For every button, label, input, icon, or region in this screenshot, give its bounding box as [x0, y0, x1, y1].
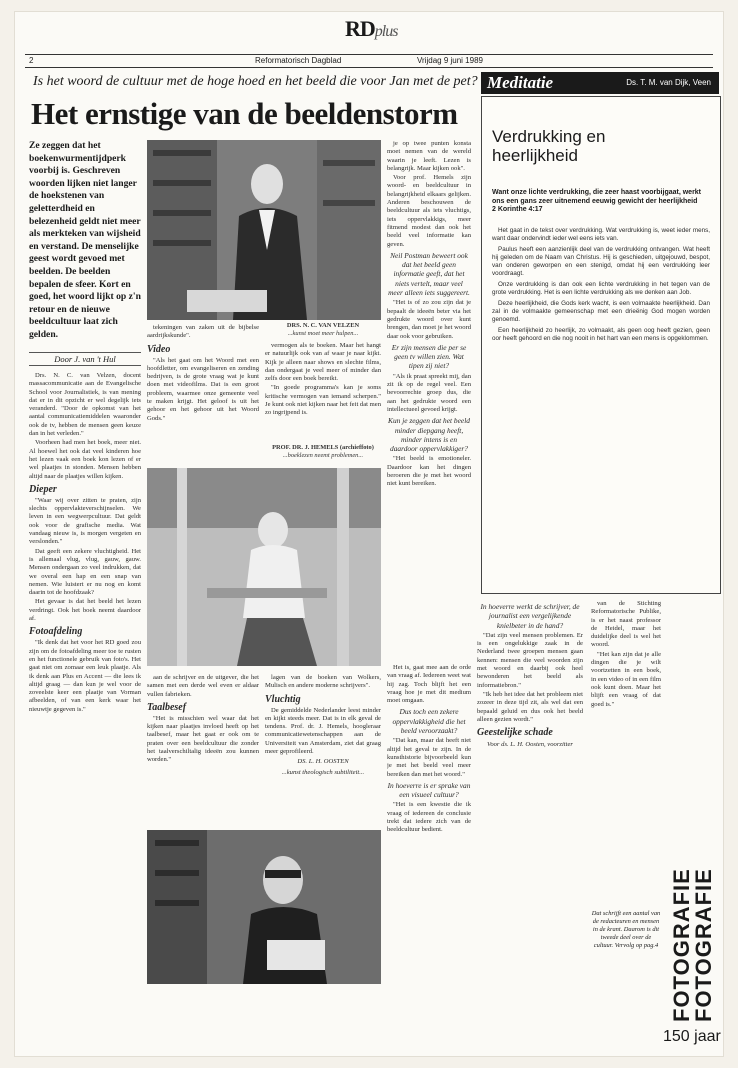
body-column-7: Het is, gaat mee aan de orde van vraag af. Iedereen weet wat hij zag. Toch blijft het een vraag hoe je met dit medium moet omgaan. Dus toch een zekere oppervlakkigheid die het beeld veroorzaakt? "Dat kan, maar dat heeft niet altijd het geval te zijn. In de kunsthistorie bijvoorbeeld kun je met het beeld veel meer bereiken dan met het woord." In hoeverre is er sprake van een visueel cultuur? "Het is een kwestie die ik vraag of iedereen de conclusie trekt dat iedere zich van de beeldcultuur bedient.	[387, 664, 471, 834]
caption-photo2: PROF. DR. J. HEMELS (archieffoto)	[272, 444, 374, 451]
masthead-logo: RDplus	[345, 16, 398, 41]
pullquote-6: In hoeverre werkt de schrijver, de journalist een vergelijkende knielbeter in de hand?	[480, 602, 580, 630]
caption-photo2-sub: ...boeklezen neemt problemen...	[282, 452, 364, 459]
paper-name: Reformatorisch Dagblad	[255, 56, 342, 65]
meditatie-body: Het gaat in de tekst over verdrukking. Wat verdrukking is, weet ieder mens, want daar ondervindt ieder wel eens iets van. Paulus heeft een aanzienlijk deel van de verdrukking ontvangen. Wat heeft hij geleden om de Naam van Christus. Hij is geschieden, uitgejouwd, bespot, van onderen geworpen en een stenigd, omdat hij een verdrukking leer voordraagt. Onze verdrukking is dan ook een lichte verdrukking in het tegen van de grote verdrukking. Het is een lichte verdrukking als we denken aan Job. Deze heerlijkheid, die Gods kerk wacht, is een volmaakte heerlijkheid. Dan zal in de volmaakte gemeenschap met een drieënig God mogen worden genoemd. Een heerlijkheid zo heerlijk, zo volmaakt, als geen oog heeft gezien, geen oor heeft gehoord en die nog nooit in het hart van een mens is opgeklommen.	[492, 227, 710, 342]
meditatie-verse-ref: 2 Korinthe 4:17	[492, 206, 543, 214]
newspaper-page	[15, 12, 723, 1056]
subhead-fotoafdeling: Fotoafdeling	[29, 626, 83, 638]
body-column-5: aan de schrijver en de uitgever, die het samen met een derde wel even er aldaar vullen fabrieken. Taalbesef "Het is misschien wel waar dat het kijken naar plaatjes invloed heeft op het taalbesef, maar het gaat er ook om te praten over een beeldcultuur die zonder het taalverschiltalig ideeën zou kunnen worden."	[147, 674, 259, 764]
issue-date: Vrijdag 9 juni 1989	[417, 56, 483, 65]
caption-photo3-sub: ...kunst theologisch subtiliteit...	[281, 768, 365, 776]
article-lead: Ze zeggen dat het boekenwurmentijdperk voorbij is. Geschreven woorden lijken niet langer de hoekstenen van geletterdheid en belezenheid geldt niet meer als merkteken van wijsheid en verstand. De menselijke geest wordt gevoed met beelden. De beelden bepalen de sfeer. Kort en goed, het woord lijkt op z'n retour en de nieuwe beeldcultuur laat zich gelden.	[29, 140, 141, 340]
signoff: Voor ds. L. H. Oosten, voorzitter	[487, 741, 573, 749]
meditatie-author: Ds. T. M. van Dijk, Veen	[626, 78, 711, 87]
body-column-9: van de Stichting Reformatorische Publike, is er het naast professor de Heidel, maar het duidelijke deel is wel het woord. "Het kan zijn dat je alle dingen die je wilt voortzetten in een boek, in een video of in een film ook kunt doen. Maar het blijft een vraag of dat goed is."	[591, 600, 661, 708]
meditatie-box	[481, 96, 721, 594]
pullquote-2: Er zijn mensen die per se geen tv willen zien. Wat tipen zij niet?	[391, 342, 467, 371]
body-column-3: vermogen als te boeken. Maar het hangt er natuurlijk ook van af waar je naar kijkt. Kijk je alleen naar shows en slechte films, dan ondergaat je veel meer of minder dan zelfs door een boek bereikt. "In goede programma's kan je soms kritische vermogen van iemand scherpen." Je kunt ook niet kijken naar het feit dat men zo ingrijpend is.	[265, 342, 381, 417]
meditatie-label: Meditatie	[487, 73, 554, 92]
page-number: 2	[29, 56, 34, 65]
pullquote-3: Kun je zeggen dat het beeld minder diepgang heeft, minder intens is en daardoor oppervlakkiger?	[388, 416, 470, 454]
meditatie-banner	[481, 72, 719, 94]
anniversary-badge: 150 jaar	[663, 1028, 721, 1045]
article-byline: Door J. van 't Hul	[29, 352, 141, 366]
page-header	[25, 54, 713, 68]
body-column-8: In hoeverre werkt de schrijver, de journalist een vergelijkende knielbeter in de hand? "Dat zijn veel mensen problemen. Er is een ongelukkige zaak in de Nederland twee groepen mensen gaan kennen: mensen die veel woorden zijn met woord en daarbij ook heel bewonderen het beeld als informatiebron." "Ik heb het idee dat het probleem niet zozeer in deze tijd zit, als wel dat een bepaald geluid en dus ook het beeld alleen gezien wordt." Geestelijke schade Voor ds. L. H. Oosten, voorzitter	[477, 602, 583, 749]
photo-hemels	[147, 468, 381, 666]
caption-photo1: DRS. N. C. VAN VELZEN	[286, 322, 360, 329]
pullquote-5: In hoeverre is er sprake van een visueel cultuur?	[387, 780, 471, 800]
article-headline: Het ernstige van de beeldenstorm	[31, 96, 458, 131]
subhead-dieper: Dieper	[29, 483, 57, 495]
body-column-2: tekeningen van zaken uit de bijbelse aardrijkskunde". Video "Als het gaat om het Woord met een hoofdletter, om evangeliseren en zending bedrijven, is de grote vraag wat je kunt doen met videofilms. Dat is een groot probleem, waarmee onze gemeente veel te maken krijgt. Het geloof is uit het gehoor en het gehoor uit het Woord Gods."	[147, 324, 259, 422]
pullquote-4: Dus toch een zekere oppervlakkigheid die het beeld veroorzaakt?	[392, 707, 466, 736]
subhead-taalbesef: Taalbesef	[147, 701, 187, 713]
caption-photo3: DS. L. H. OOSTEN	[297, 758, 349, 766]
subhead-geestelijke-schade: Geestelijke schade	[477, 727, 553, 739]
article-kicker: Is het woord de cultuur met de hoge hoed en het beeld die voor Jan met de pet?	[33, 74, 478, 89]
body-column-1: Drs. N. C. van Velzen, docent massacommunicatie aan de Evangelische School voor Journalistiek, is van mening dat er in dit opzicht er wel degelijk iets veranderd. "Door de opkomst van het aantal communicatiemiddelen waaronder ook de tv, hebben de mensen geen keuze dan in het verleden." Voorheen had men het boek, meer niet. Al hoewel het ook dat veel kinderen hoe het lezen vaak een boek kon lezen of er wel plaatjes in stonden. Mensen hebben altijd naar de plaatjes willen kijken. Dieper "Waar wij over zitten te praten, zijn slechts oppervlakteverschijnselen. We leven in een wegwerpcultuur. Dat geldt ook voor de grafische media. Wat vandaag nieuw is, is morgen vergeten en verslonden." Dat geeft een zekere vluchtigheid. Het is allemaal vlug, vlug, gauw, gauw. Mensen ondergaan zo veel indrukken, dat we overal een hap en een snap van nemen. Wie luistert er nu nog en komt daarin tot de hoofdzaak? Het gevaar is dat het beeld het lezen verdringt. Ook het boek neemt daardoor af. Fotoafdeling "Ik denk dat het voor het RD goed zou zijn om de fotoafdeling meer toe te rusten en het functionele gebruik van foto's. Het gaat niet om zomaar een leuk plaatje. Als ik denk aan Plus en Accent — die lees ik altijd graag — dan kun je wel voor de zoveelste keer een plaatje van Vorman afbeelden, of van een kerk waar het nieuwtje gegeven is."	[29, 372, 141, 713]
subhead-video: Video	[147, 343, 171, 355]
meditatie-verse: Want onze lichte verdrukking, die zeer haast voorbijgaat, werkt ons een gans zeer uitnemend eeuwig gewicht der heerlijkheid 2 Korinthe 4:17	[492, 189, 708, 215]
caption-photo1-sub: ...kunst moet meer hulpen...	[287, 330, 359, 337]
body-column-4: je op twee punten konsta moet nemen van de wereld waarin je leeft. Lezen is belangrijk. Maar kijken ook". Voor prof. Hemels zijn woord- en beeldcultuur in belangrijkheid elkaars gelijken. Anderen beschouwen de beeldcultuur als iets vluchtigs, iets oppervlakkigs, meer fitmend modest dan ook het beeld veel informatie kan geven. Neil Postman beweert ook dat het beeld geen informatie geeft, dat het niets vertelt, maar veel meer alleen iets suggereert. "Het is of zo zou zijn dat je bepaalt de ideeën beter via het gedrukte woord over kunt brengen, dan moet je het woord daar ook voor gebruiken. Er zijn mensen die per se geen tv willen zien. Wat tipen zij niet? "Als ik praat spreekt mij, dan zit ik op de regel veel. Een bevoorrechte groep dus, die aan het gedrukte woord een intellectueel gevoed krijgt. Kun je zeggen dat het beeld minder diepgang heeft, minder intens is en daardoor oppervlakkiger? "Het beeld is emotioneler. Daardoor kan het dingen beroeren die je met het woord niet kunt bereiken.	[387, 140, 471, 488]
meditatie-title: Verdrukking en heerlijkheid	[492, 127, 606, 165]
body-column-6: lagen van de boeken van Wolkers, Mulisch en andere moderne schrijvers". Vluchtig De gemiddelde Nederlander leest minder en kijkt steeds meer. Dat is in elk geval de tendens. Prof. dr. J. Hemels, hoogleraar communicatiewetenschappen aan de Universiteit van Amsterdam, ziet dat graag meer geprofileerd. DS. L. H. OOSTEN ...kunst theologisch subtiliteit...	[265, 674, 381, 776]
photo-van-velzen	[147, 140, 381, 320]
photo-oosten	[147, 830, 381, 984]
sidebar-note: Dat schrijft een aantal van de redacteuren en mensen in de krant. Daarom is dit tweede deel over de cultuur. Vervolg op pag.4	[591, 910, 661, 949]
fotografie-vertical-label: FOTOGRAFIE FOTOGRAFIE	[669, 868, 716, 1022]
pullquote-1: Neil Postman beweert ook dat het beeld geen informatie geeft, dat het niets vertelt, maar veel meer alleen iets suggereert.	[388, 250, 470, 298]
subhead-vluchtig: Vluchtig	[265, 693, 301, 705]
